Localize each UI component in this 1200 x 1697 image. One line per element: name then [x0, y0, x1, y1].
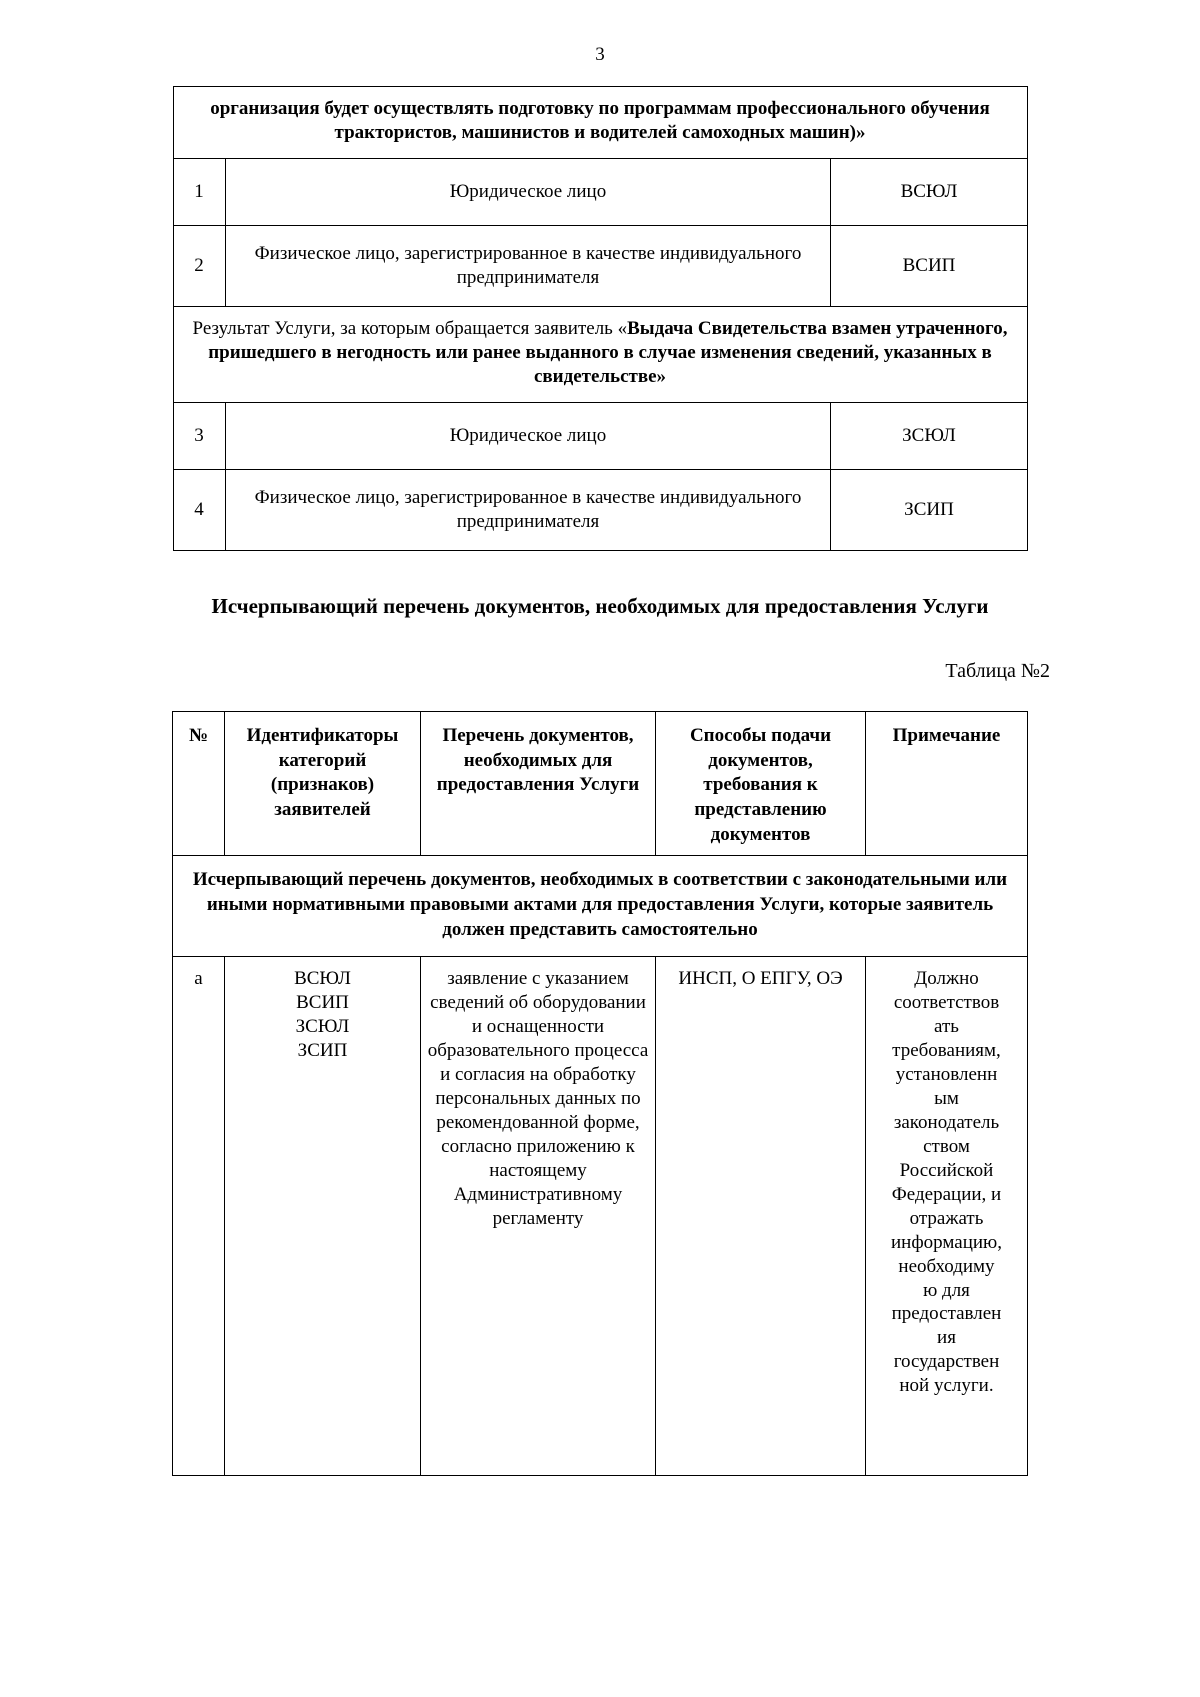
column-header-number: № [173, 711, 225, 855]
row-identifiers [225, 957, 421, 1476]
applicant-categories-table [173, 86, 1028, 551]
note-line: предоставлен [891, 1303, 1002, 1325]
row-note [866, 957, 1028, 1476]
note-line: Федерации, и [891, 1183, 1002, 1205]
note-line: ю для [923, 1279, 970, 1301]
table-row [173, 402, 1027, 469]
note-line: информацию, [891, 1231, 1002, 1253]
row-code: ВСИП [831, 225, 1027, 306]
row-methods: ИНСП, О ЕПГУ, ОЭ [656, 957, 866, 1476]
table-2-container [0, 711, 1200, 1477]
note-line: ым [934, 1088, 959, 1110]
result-span-prefix: Результат Услуги, за которым обращается заявитель « [192, 317, 628, 339]
result-span-bold: Выдача Свидетельства взамен утраченного, пришедшего в негодность или ранее выданного в случае изменения сведений, указанных в свидетельстве» [208, 317, 1008, 388]
note-line: ством [923, 1135, 970, 1157]
note-line: установленн [895, 1064, 998, 1086]
note-line: ной услуги. [899, 1375, 994, 1397]
row-description: Физическое лицо, зарегистрированное в качестве индивидуального предпринимателя [225, 469, 831, 550]
row-number: 3 [173, 402, 225, 469]
row-number: a [173, 957, 225, 1476]
table1-result-span [173, 306, 1027, 402]
section-heading: Исчерпывающий перечень документов, необходимых для предоставления Услуги [211, 593, 989, 618]
table-row [173, 225, 1027, 306]
column-header-note: Примечание [866, 711, 1028, 855]
row-number: 1 [173, 158, 225, 225]
required-documents-table [172, 711, 1028, 1477]
row-documents: заявление с указанием сведений об оборудовании и оснащенности образовательного процесса и согласия на обработку персональных данных по рекомендованной форме, согласно приложению к настоящему Административному регламенту [421, 957, 656, 1476]
row-number: 4 [173, 469, 225, 550]
note-line: соответствов [893, 992, 1000, 1014]
note-line: ия [937, 1327, 956, 1349]
page-number: 3 [595, 44, 605, 65]
table-header-row [173, 711, 1028, 855]
row-number: 2 [173, 225, 225, 306]
table-1-container [0, 86, 1200, 551]
note-line: ать [934, 1016, 959, 1038]
column-header-identifiers: Идентификаторы категорий (признаков) заявителей [225, 711, 421, 855]
row-code: ВСЮЛ [831, 158, 1027, 225]
note-line: Должно [914, 968, 979, 990]
note-line: государствен [893, 1351, 1000, 1373]
column-header-methods: Способы подачи документов, требования к представлению документов [656, 711, 866, 855]
identifier-item: ЗСЮЛ [295, 1016, 350, 1038]
table1-header-span: организация будет осуществлять подготовку по программам профессионального обучения трактористов, машинистов и водителей самоходных машин)» [173, 87, 1027, 159]
row-description: Юридическое лицо [225, 402, 831, 469]
note-line: Российской [899, 1159, 994, 1181]
table-row [173, 469, 1027, 550]
row-description: Физическое лицо, зарегистрированное в качестве индивидуального предпринимателя [225, 225, 831, 306]
note-line: отражать [909, 1207, 984, 1229]
table-row [173, 87, 1027, 159]
note-line: необходиму [898, 1255, 995, 1277]
table-row [173, 856, 1028, 957]
note-line: требованиям, [892, 1040, 1001, 1062]
table2-span-row: Исчерпывающий перечень документов, необходимых в соответствии с законодательными или иными нормативными правовыми актами для предоставления Услуги, которые заявитель должен представить самостоятельно [173, 856, 1028, 957]
row-description: Юридическое лицо [225, 158, 831, 225]
identifier-item: ЗСИП [297, 1040, 348, 1062]
row-code: ЗСЮЛ [831, 402, 1027, 469]
column-header-documents: Перечень документов, необходимых для предоставления Услуги [421, 711, 656, 855]
identifier-item: ВСИП [296, 992, 349, 1014]
row-code: ЗСИП [831, 469, 1027, 550]
table-row [173, 957, 1028, 1476]
table-row [173, 306, 1027, 402]
identifier-item: ВСЮЛ [294, 968, 351, 990]
table-row [173, 158, 1027, 225]
note-line: законодатель [893, 1111, 1000, 1133]
table-label: Таблица №2 [945, 659, 1050, 682]
